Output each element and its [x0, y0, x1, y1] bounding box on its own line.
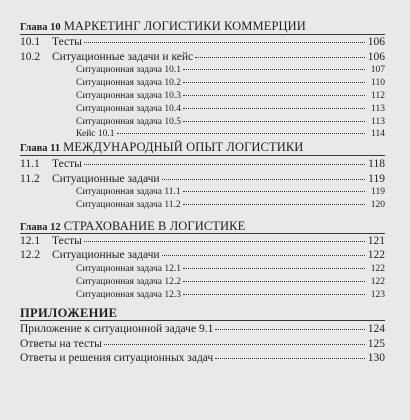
- toc-entry: [20, 51, 385, 64]
- chapter-title: СТРАХОВАНИЕ В ЛОГИСТИКЕ: [63, 219, 246, 233]
- subentry-page: 114: [371, 129, 385, 139]
- chapter-label: Глава 12: [20, 222, 61, 233]
- leader-dots: [183, 69, 365, 70]
- entry-number: 10.1: [20, 36, 41, 48]
- toc-subentry: [76, 187, 385, 198]
- toc-subentry: [76, 117, 385, 128]
- toc-entry: [20, 173, 385, 186]
- toc-subentry: [76, 277, 385, 288]
- toc-subentry: [76, 78, 385, 89]
- entry-title: Тесты: [52, 36, 82, 48]
- leader-dots: [183, 191, 365, 192]
- leader-dots: [183, 294, 365, 295]
- entry-page: 122: [367, 249, 385, 261]
- chapter-title: МАРКЕТИНГ ЛОГИСТИКИ КОММЕРЦИИ: [63, 19, 306, 33]
- leader-dots: [183, 108, 365, 109]
- leader-dots: [183, 95, 365, 96]
- leader-dots: [215, 329, 365, 330]
- subentry-page: 122: [370, 277, 385, 287]
- leader-dots: [183, 268, 365, 269]
- entry-page: 106: [367, 36, 385, 48]
- subentry-title: Ситуационная задача 11.1: [76, 187, 181, 197]
- subentry-title: Ситуационная задача 10.2: [76, 78, 181, 88]
- toc-subentry: [76, 104, 385, 115]
- subentry-title: Ситуационная задача 12.1: [76, 264, 181, 274]
- entry-page: 124: [367, 323, 385, 335]
- entry-title: Ситуационные задачи: [52, 173, 160, 185]
- entry-page: 106: [367, 51, 385, 63]
- entry-page: 125: [367, 338, 385, 350]
- appendix-entry: [20, 338, 385, 351]
- entry-title: Ситуационные задачи и кейс: [52, 51, 194, 63]
- toc-subentry: [76, 65, 385, 76]
- subentry-title: Ситуационная задача 10.4: [76, 104, 181, 114]
- toc-subentry: [76, 129, 385, 140]
- entry-page: 118: [368, 158, 385, 170]
- toc-entry: [20, 235, 385, 248]
- subentry-title: Ситуационная задача 11.2: [76, 200, 181, 210]
- appendix-rule: [20, 320, 385, 321]
- leader-dots: [195, 57, 365, 58]
- chapter-title: МЕЖДУНАРОДНЫЙ ОПЫТ ЛОГИСТИКИ: [63, 140, 304, 154]
- entry-page: 130: [367, 352, 385, 364]
- entry-title: Приложение к ситуационной задаче 9.1: [20, 323, 214, 335]
- chapter-11-heading: [20, 140, 303, 156]
- leader-dots: [183, 281, 365, 282]
- leader-dots: [84, 164, 365, 165]
- subentry-page: 110: [371, 78, 385, 88]
- entry-title: Ситуационные задачи: [52, 249, 160, 261]
- subentry-title: Ситуационная задача 10.3: [76, 91, 181, 101]
- leader-dots: [162, 179, 365, 180]
- entry-title: Ответы и решения ситуационных задач: [20, 352, 214, 364]
- toc-subentry: [76, 200, 385, 211]
- entry-title: Тесты: [52, 158, 82, 170]
- chapter-label: Глава 11: [20, 143, 61, 154]
- leader-dots: [162, 255, 365, 256]
- entry-number: 10.2: [20, 51, 41, 63]
- entry-number: 11.1: [20, 158, 40, 170]
- chapter-rule: [20, 34, 385, 35]
- leader-dots: [215, 358, 365, 359]
- entry-number: 11.2: [20, 173, 40, 185]
- subentry-title: Ситуационная задача 12.3: [76, 290, 181, 300]
- leader-dots: [84, 241, 365, 242]
- leader-dots: [183, 82, 365, 83]
- entry-title: Тесты: [52, 235, 82, 247]
- entry-title: Ответы на тесты: [20, 338, 102, 350]
- toc-entry: [20, 249, 385, 262]
- entry-number: 12.1: [20, 235, 41, 247]
- subentry-page: 120: [370, 200, 385, 210]
- subentry-page: 113: [371, 117, 385, 127]
- subentry-title: Ситуационная задача 10.5: [76, 117, 181, 127]
- chapter-10-heading: [20, 19, 306, 35]
- subentry-page: 107: [370, 65, 385, 75]
- leader-dots: [183, 121, 365, 122]
- toc-subentry: [76, 91, 385, 102]
- entry-page: 121: [367, 235, 385, 247]
- subentry-page: 119: [371, 187, 385, 197]
- subentry-page: 113: [371, 104, 385, 114]
- subentry-page: 123: [370, 290, 385, 300]
- chapter-label: Глава 10: [20, 22, 61, 33]
- subentry-title: Ситуационная задача 12.2: [76, 277, 181, 287]
- toc-entry: [20, 36, 385, 49]
- leader-dots: [104, 344, 365, 345]
- subentry-title: Кейс 10.1: [76, 129, 115, 139]
- leader-dots: [117, 133, 366, 134]
- leader-dots: [84, 42, 365, 43]
- toc-entry: [20, 158, 385, 171]
- toc-subentry: [76, 290, 385, 301]
- chapter-rule: [20, 155, 385, 156]
- subentry-title: Ситуационная задача 10.1: [76, 65, 181, 75]
- chapter-rule: [20, 233, 385, 234]
- appendix-entry: [20, 352, 385, 365]
- subentry-page: 112: [371, 91, 385, 101]
- toc-subentry: [76, 264, 385, 275]
- entry-page: 119: [368, 173, 385, 185]
- subentry-page: 122: [370, 264, 385, 274]
- leader-dots: [183, 204, 365, 205]
- appendix-entry: [20, 323, 385, 336]
- entry-number: 12.2: [20, 249, 41, 261]
- appendix-heading: ПРИЛОЖЕНИЕ: [20, 306, 118, 320]
